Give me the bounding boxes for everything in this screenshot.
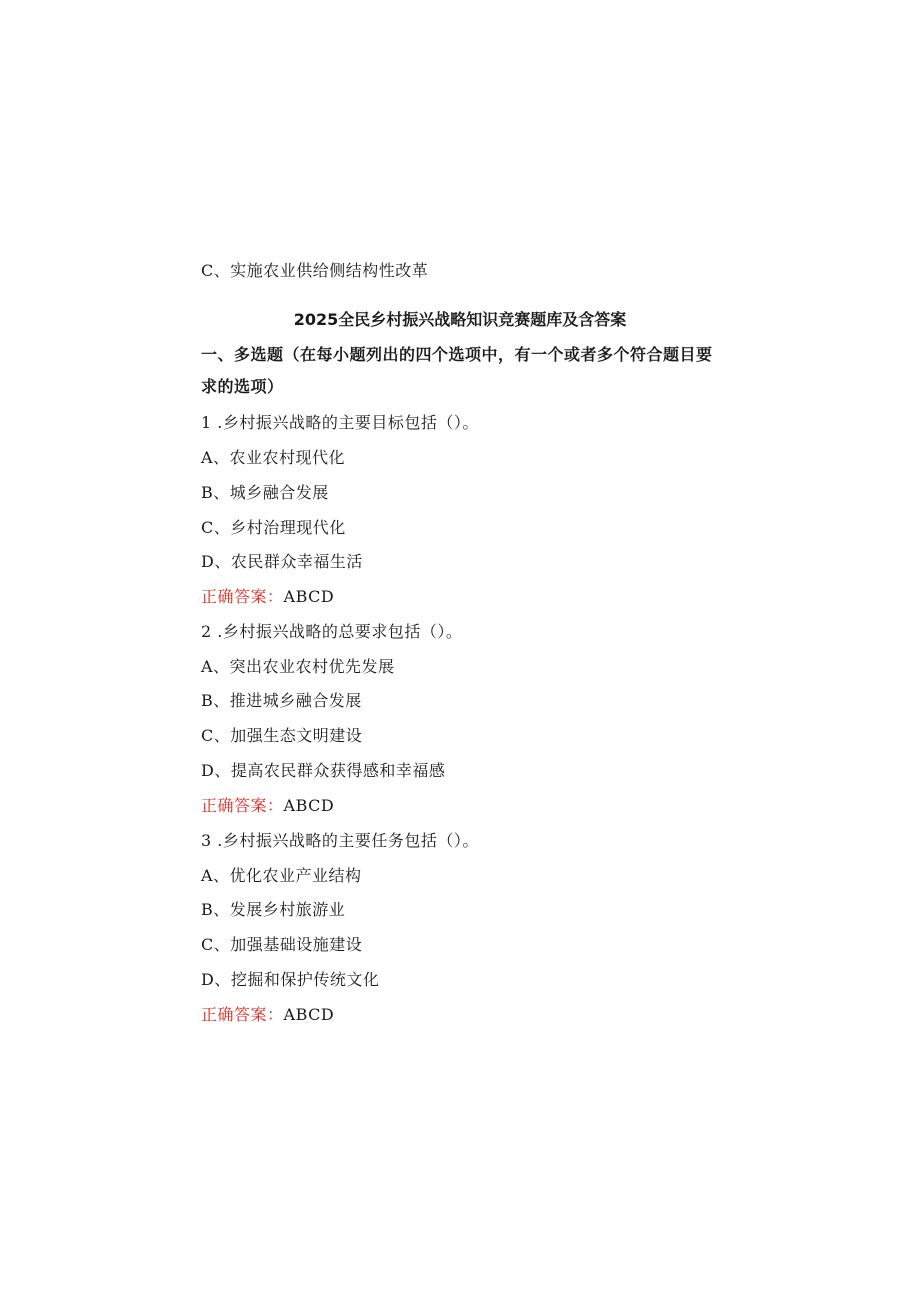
answer-label: 正确答案： (201, 796, 284, 815)
question-stem: 1 .乡村振兴战略的主要目标包括（）。 (201, 413, 479, 432)
section-heading-line-2: 求的选项） (201, 377, 284, 396)
option-a: A、优化农业产业结构 (201, 866, 362, 885)
answer-value: ABCD (283, 1005, 335, 1024)
question-stem: 2 .乡村振兴战略的总要求包括（）。 (201, 622, 463, 641)
option-c: C、加强生态文明建设 (201, 726, 363, 745)
answer-line (201, 796, 334, 816)
option-b: B、推进城乡融合发展 (201, 691, 362, 710)
option-b: B、发展乡村旅游业 (201, 900, 346, 919)
question-stem: 3 .乡村振兴战略的主要任务包括（）。 (201, 831, 479, 850)
answer-line (201, 1005, 334, 1025)
option-a: A、突出农业农村优先发展 (201, 657, 395, 676)
section-heading-line-1: 一、多选题（在每小题列出的四个选项中，有一个或者多个符合题目要 (201, 345, 713, 364)
option-b: B、城乡融合发展 (201, 483, 329, 502)
option-a: A、农业农村现代化 (201, 448, 346, 467)
option-d: D、提高农民群众获得感和幸福感 (201, 761, 446, 780)
document-title: 2025全民乡村振兴战略知识竞赛题库及含答案 (293, 310, 627, 329)
answer-label: 正确答案： (201, 587, 284, 606)
answer-value: ABCD (283, 796, 335, 815)
previous-option-text: C、实施农业供给侧结构性改革 (201, 261, 429, 280)
option-d: D、农民群众幸福生活 (201, 552, 363, 571)
option-c: C、乡村治理现代化 (201, 518, 346, 537)
answer-label: 正确答案： (201, 1005, 284, 1024)
option-d: D、挖掘和保护传统文化 (201, 970, 380, 989)
answer-value: ABCD (283, 587, 335, 606)
option-c: C、加强基础设施建设 (201, 935, 363, 954)
answer-line (201, 587, 334, 607)
